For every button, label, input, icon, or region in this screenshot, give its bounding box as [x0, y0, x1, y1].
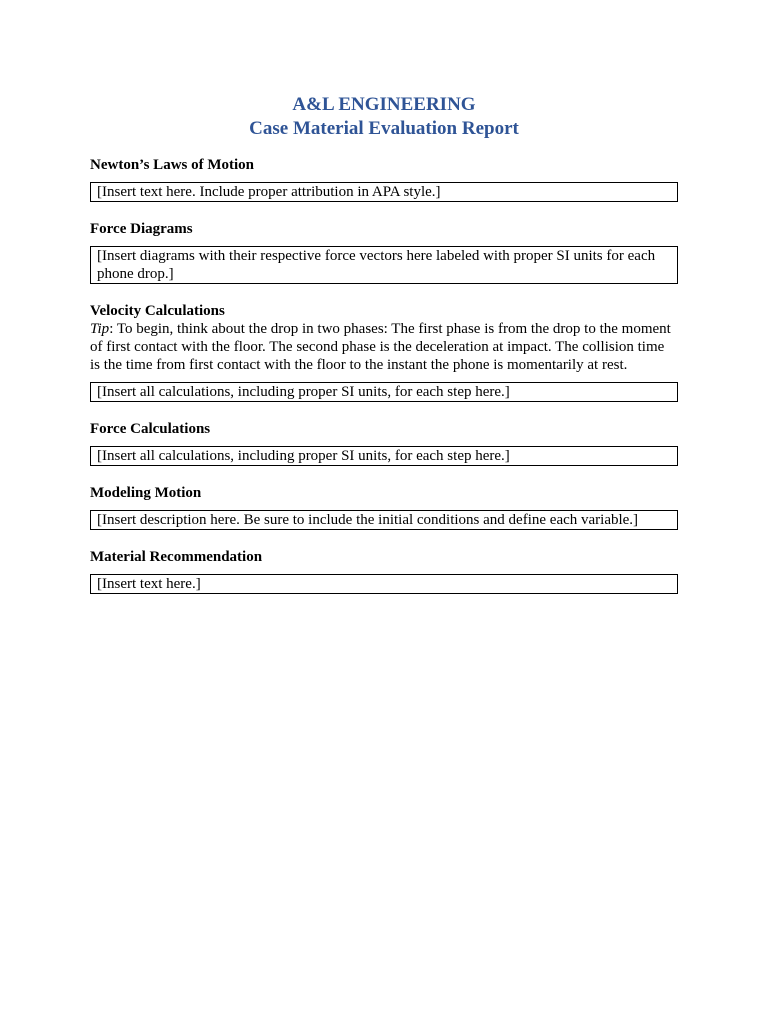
section-heading: Newton’s Laws of Motion	[90, 157, 255, 173]
section-heading: Modeling Motion	[90, 485, 202, 501]
section-heading: Velocity Calculations	[90, 303, 225, 319]
section-force-diagrams	[90, 220, 678, 284]
section-heading: Material Recommendation	[90, 549, 263, 565]
section-velocity-calculations	[90, 302, 678, 402]
report-title: Case Material Evaluation Report	[249, 118, 519, 139]
section-modeling-motion	[90, 484, 678, 530]
newtons-laws-text-box[interactable]: [Insert text here. Include proper attribution in APA style.]	[90, 182, 678, 202]
company-name: A&L ENGINEERING	[292, 94, 476, 115]
section-force-calculations	[90, 420, 678, 466]
section-newtons-laws	[90, 156, 678, 202]
document-title-block	[90, 93, 678, 141]
material-recommendation-text-box[interactable]: [Insert text here.]	[90, 574, 678, 594]
velocity-calculations-text-box[interactable]: [Insert all calculations, including proper SI units, for each step here.]	[90, 382, 678, 402]
force-diagrams-text-box[interactable]: [Insert diagrams with their respective force vectors here labeled with proper SI units for each phone drop.]	[90, 246, 678, 284]
section-heading: Force Calculations	[90, 421, 211, 437]
modeling-motion-text-box[interactable]: [Insert description here. Be sure to include the initial conditions and define each variable.]	[90, 510, 678, 530]
section-heading: Force Diagrams	[90, 221, 193, 237]
force-calculations-text-box[interactable]: [Insert all calculations, including proper SI units, for each step here.]	[90, 446, 678, 466]
velocity-tip	[90, 320, 678, 374]
tip-text: : To begin, think about the drop in two phases: The first phase is from the drop to the moment of first contact with the floor. The second phase is the deceleration at impact. The collision time is the time from first contact with the floor to the instant the phone is momentarily at rest.	[90, 321, 671, 373]
section-material-recommendation	[90, 548, 678, 594]
tip-label: Tip	[90, 321, 110, 337]
document-page	[90, 93, 678, 612]
